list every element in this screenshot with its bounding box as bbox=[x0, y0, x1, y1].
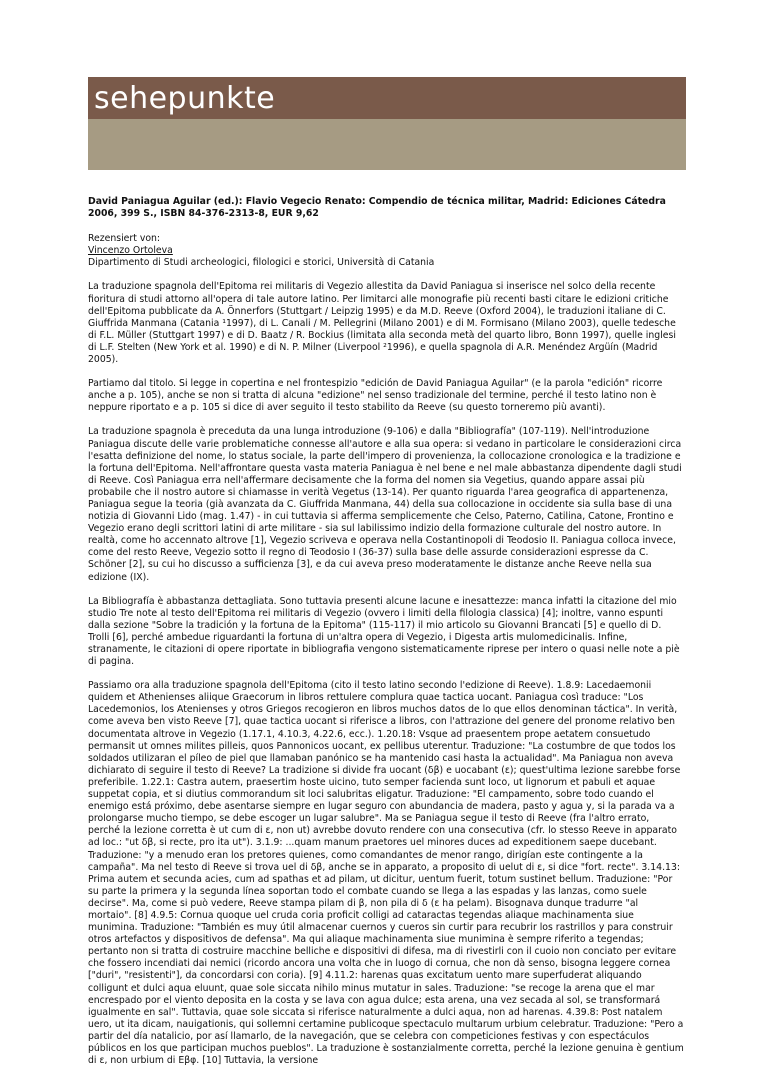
paragraph-introduction: La traduzione spagnola è preceduta da una lunga introduzione (9-106) e dalla "Bibliografía" (107-119). Nell'introduzione Paniagua discute delle varie problematiche connesse all'autore e alla sua opera: si vedano in particolare le considerazioni circa l'esatta definizione del nome, lo status sociale, la parte dell'impero di provenienza, la collocazione cronologica e la tradizione e la fortuna dell'Epitoma. Nell'affrontare questa vasta materia Paniagua è nel bene e nel male abbastanza dipendente dagli studi di Reeve. Così Paniagua erra nell'affermare decisamente che la forma del nomen sia Vegetius, quando appare assai più probabile che il nostro autore si chiamasse in verità Vegetus (13-14). Per quanto riguarda l'area geografica di appartenenza, Paniagua segue la teoria (già avanzata da C. Giuffrida Manmana, 44) della sua collocazione in occidente sia sulla base di una notizia di Giovanni Lido (mag. 1.47) - in cui tuttavia si afferma semplicemente che Celso, Paterno, Catilina, Catone, Frontino e Vegezio erano degli scrittori latini di arte militare - sia sul labilissimo indizio della formazione culturale del nostro autore. In realtà, come ho accennato altrove [1], Vegezio scriveva e operava nella Costantinopoli di Teodosio II. Paniagua colloca invece, come del resto Reeve, Vegezio sotto il regno di Teodosio I (36-37) sulla base delle assurde considerazioni espresse da C. Schöner [2], su cui ho discusso a sufficienza [3], e da cui aveva preso moderatamente le distanze anche Reeve nella sua edizione (IX). bbox=[88, 426, 682, 583]
site-banner bbox=[88, 77, 686, 170]
review-title: David Paniagua Aguilar (ed.): Flavio Vegecio Renato: Compendio de técnica militar, Madrid: Ediciones Cátedra 2006, 399 S., ISBN 84-376-2313-8, EUR 9,62 bbox=[88, 196, 666, 220]
reviewer-link[interactable]: Vincenzo Ortoleva bbox=[88, 245, 173, 257]
paragraph-intro: La traduzione spagnola dell'Epitoma rei militaris di Vegezio allestita da David Paniagua si inserisce nel solco della recente fioritura di studi attorno all'opera di tale autore latino. Per limitarci alle monografie più recenti basti citare le edizioni critiche dell'Epitoma pubblicate da A. Önnerfors (Stuttgart / Leipzig 1995) e da M.D. Reeve (Oxford 2004), le traduzioni italiane di C. Giuffrida Manmana (Catania ¹1997), di L. Canali / M. Pellegrini (Milano 2001) e di M. Formisano (Milano 2003), quelle tedesche di F.L. Müller (Stuttgart 1997) e di D. Baatz / R. Bockius (limitata alla seconda metà del quarto libro, Bonn 1997), quelle inglesi di L.F. Stelten (New York et al. 1990) e di N. P. Milner (Liverpool ²1996), e quella spagnola di A.R. Menéndez Argüín (Madrid 2005). bbox=[88, 281, 676, 366]
site-logo[interactable]: sehepunkte bbox=[94, 81, 276, 116]
paragraph-title: Partiamo dal titolo. Si legge in copertina e nel frontespizio "edición de David Paniagua Aguilar" (e la parola "edición" ricorre anche a p. 105), anche se non si tratta di alcuna "edizione" nel senso tradizionale del termine, perché il testo latino non è neppure riportato e a p. 105 si dice di aver seguito il testo stabilito da Reeve (su questo torneremo più avanti). bbox=[88, 378, 663, 414]
reviewer-block bbox=[88, 233, 684, 269]
paragraph-translation: Passiamo ora alla traduzione spagnola dell'Epitoma (cito il testo latino secondo l'edizione di Reeve). 1.8.9: Lacedaemonii quidem et Athenienses aliique Graecorum in libros rettulere complura quae tactica uocant. Paniagua così traduce: "Los Lacedemonios, los Atenienses y otros Griegos recogieron en libros muchos datos de lo que ellos denominan táctica". In verità, come aveva ben visto Reeve [7], quae tactica uocant si riferisce a libros, con l'attrazione del genere del pronome relativo ben documentata altrove in Vegezio (1.17.1, 4.10.3, 4.22.6, ecc.). 1.20.18: Vsque ad praesentem prope aetatem consuetudo permansit ut omnes milites pilleis, quos Pannonicos uocant, ex pellibus uterentur. Traduzione: "La costumbre de que todos los soldados utilizaran el píleo de piel que llamaban panónico se ha mantenido casi hasta la actualidad". Ma Paniagua non aveva dichiarato di seguire il testo di Reeve? La tradizione si divide fra uocant (δβ) e uocabant (ε); quest'ultima lezione sarebbe forse preferibile. 1.22.1: Castra autem, praesertim hoste uicino, tuto semper facienda sunt loco, ut lignorum et pabuli et aquae suppetat copia, et si diutius commorandum sit loci salubritas eligatur. Traduzione: "El campamento, sobre todo cuando el enemigo está próximo, debe asentarse siempre en lugar seguro con abundancia de madera, pasto y agua y, si la parada va a prolongarse mucho tiempo, se debe escoger un lugar salubre". Ma se Paniagua segue il testo di Reeve (fra l'altro errato, perché la lezione corretta è ut cum di ε, non ut) avrebbe dovuto rendere con una consecutiva (cfr. lo stesso Reeve in apparato ad loc.: "ut δβ, si recte, pro ita ut"). 3.1.9: ...quam manum praetores uel minores duces ad expeditionem saepe ducebant. Traduzione: "y a menudo eran los pretores quienes, como comandantes de menor rango, dirigían este contingente a la campaña". Ma nel testo di Reeve si trova uel di δβ, anche se in apparato, a proposito di uelut di ε, si dice "fort. recte". 3.14.13: Prima autem et secunda acies, cum ad spathas et ad pilam, ut dicitur, uentum fuerit, totum sustinet bellum. Traduzione: "Por su parte la primera y la segunda línea soportan todo el combate cuando se llega a las espadas y las lanzas, como suele decirse". Ma, come si può vedere, Reeve stampa pilam di β, non pila di δ (ε ha pelam). Bisognava dunque tradurre "al mortaio". [8] 4.9.5: Cornua quoque uel cruda coria proficit colligi ad cataractas tegendas aliaque machinamenta siue munimina. Traduzione: "También es muy útil almacenar cuernos y cueros sin curtir para recubrir los rastrillos y para construir otros artefactos y dispositivos de defensa". Ma qui aliaque machinamenta siue munimina è sempre riferito a tegendas; pertanto non si tratta di costruire macchine belliche e dispositivi di difesa, ma di rivestirli con il cuoio non conciato per evitare che fossero incendiati dai nemici (ricordo ancora una volta che in luogo di cornua, che non dà senso, bisogna leggere cornea ["duri", "resistenti"], da concordarsi con coria). [9] 4.11.2: harenas quas excitatum uento mare superfuderat aliquando colligunt et dulci aqua eluunt, quae sole siccata nihilo minus mutatur in sales. Traduzione: "se recoge la arena que el mar encrespado por el viento deposita en la costa y se lava con agua dulce; esta arena, una vez secada al sol, se transformará igualmente en sal". Tuttavia, quae sole siccata si riferisce naturalmente a dulci aqua, non ad harenas. 4.39.8: Post natalem uero, ut ita dicam, nauigationis, qui sollemni certamine publicoque spectaculo multarum urbium celebratur. Traduzione: "Pero a partir del día natalicio, por así llamarlo, de la navegación, que se celebra con competiciones festivas y con espectáculos públicos en los que participan muchos pueblos". La traduzione è sostanzialmente corretta, perché la lezione genuina è gentium di ε, non urbium di Eβφ. [10] Tuttavia, la versione bbox=[88, 680, 684, 1067]
paragraph-bibliography: La Bibliografía è abbastanza dettagliata. Sono tuttavia presenti alcune lacune e inesattezze: manca infatti la citazione del mio studio Tre note al testo dell'Epitoma rei militaris di Vegezio (ovvero i limiti della filologia classica) [4]; inoltre, vanno espunti dalla sezione "Sobre la tradición y la fortuna de la Epitoma" (115-117) il mio articolo su Giovanni Brancati [5] e quello di D. Trolli [6], perché ambedue riguardanti la fortuna di un'altra opera di Vegezio, i Digesta artis mulomedicinalis. Infine, stranamente, le citazioni di opere riportate in bibliografia vengono sistematicamente riprese per intero o quasi nelle note a piè di pagina. bbox=[88, 595, 680, 668]
reviewer-affiliation: Dipartimento di Studi archeologici, filologici e storici, Università di Catania bbox=[88, 257, 435, 269]
reviewed-by-label: Rezensiert von: bbox=[88, 233, 161, 245]
review-content bbox=[88, 196, 684, 1079]
